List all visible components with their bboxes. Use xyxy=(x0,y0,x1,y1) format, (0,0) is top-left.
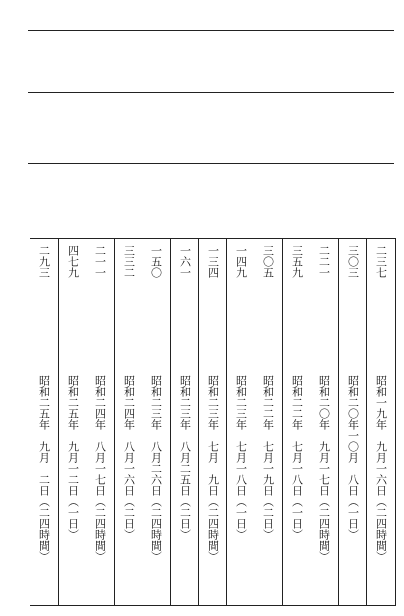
table-row xyxy=(338,238,367,606)
blank-rule-1 xyxy=(28,30,394,31)
count: 一六一 xyxy=(178,245,192,278)
count: 三〇五 xyxy=(261,245,275,278)
date: 昭和二〇年一〇月 八日（一日） xyxy=(346,375,360,540)
table-row xyxy=(142,238,170,606)
count: 一三四 xyxy=(206,245,220,278)
table-row xyxy=(114,238,143,606)
count: 三〇三 xyxy=(346,245,360,278)
date: 昭和二三年 七月 九日（二四時間） xyxy=(206,375,220,562)
count: 二二一 xyxy=(317,245,331,278)
count: 一五〇 xyxy=(149,245,163,278)
table-row xyxy=(58,238,87,606)
date: 昭和二四年 八月一七日（二四時間） xyxy=(93,375,107,562)
date: 昭和一九年 九月一六日（二四時間） xyxy=(374,375,388,562)
date: 昭和二二年 七月一八日（一日） xyxy=(290,375,304,540)
blank-rule-3 xyxy=(28,163,394,164)
date: 昭和二五年 九月 二日（二四時間） xyxy=(37,375,51,562)
blank-rule-2 xyxy=(28,92,394,93)
table-row xyxy=(310,238,338,606)
table-row xyxy=(30,238,58,606)
date: 昭和二二年 七月一九日（二日） xyxy=(261,375,275,540)
date: 昭和二三年 八月二六日（二四時間） xyxy=(149,375,163,562)
count: 一四九 xyxy=(234,245,248,278)
date: 昭和二三年 七月一八日（一日） xyxy=(234,375,248,540)
table-row xyxy=(366,238,396,606)
count: 二一一 xyxy=(93,245,107,278)
rainfall-table xyxy=(28,238,392,604)
table-row xyxy=(226,238,255,606)
count: 二九三 xyxy=(37,245,51,278)
table-row xyxy=(282,238,311,606)
table-row xyxy=(198,238,227,606)
table-row xyxy=(170,238,199,606)
count: 三五九 xyxy=(290,245,304,278)
date: 昭和二四年 八月一六日（二日） xyxy=(122,375,136,540)
count: 二三七 xyxy=(374,245,388,278)
date: 昭和二五年 九月一二日（一日） xyxy=(66,375,80,540)
count: 四七九 xyxy=(66,245,80,278)
date: 昭和二三年 八月二五日（二日） xyxy=(178,375,192,540)
table-row xyxy=(86,238,114,606)
count: 三三二 xyxy=(122,245,136,278)
date: 昭和二〇年 九月一七日（二四時間） xyxy=(317,375,331,562)
table-row xyxy=(254,238,282,606)
